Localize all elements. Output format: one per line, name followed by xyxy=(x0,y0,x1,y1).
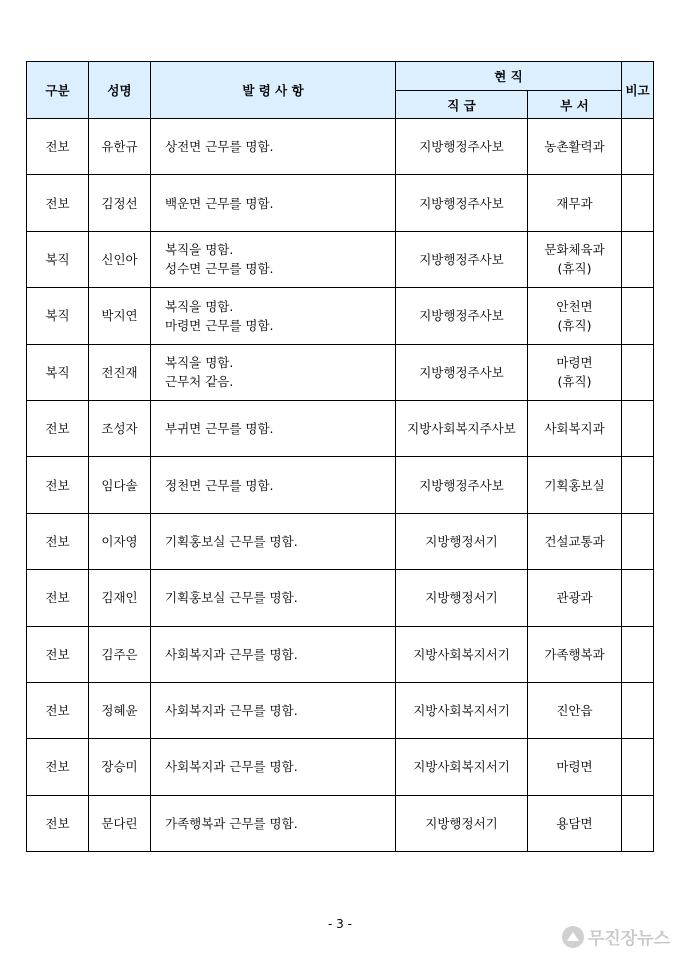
header-name: 성명 xyxy=(89,62,151,119)
order-line: 백운면 근무를 명함. xyxy=(165,195,274,211)
cell-rank: 지방행정주사보 xyxy=(396,175,528,231)
cell-category: 전보 xyxy=(27,739,89,795)
table-row xyxy=(27,739,654,795)
cell-dept xyxy=(528,626,622,682)
dept-line: (휴직) xyxy=(557,317,592,333)
cell-order xyxy=(151,570,396,626)
cell-order xyxy=(151,344,396,400)
dept-line: 건설교통과 xyxy=(544,533,605,549)
mountain-logo-icon xyxy=(562,926,584,948)
cell-rank: 지방행정주사보 xyxy=(396,288,528,344)
table-body xyxy=(27,119,654,852)
cell-name: 문다린 xyxy=(89,795,151,851)
cell-name: 박지연 xyxy=(89,288,151,344)
cell-category: 전보 xyxy=(27,400,89,456)
cell-name: 유한규 xyxy=(89,119,151,175)
dept-line: 가족행복과 xyxy=(544,646,605,662)
table-row xyxy=(27,288,654,344)
table-row xyxy=(27,344,654,400)
cell-category: 전보 xyxy=(27,682,89,738)
order-line: 사회복지과 근무를 명함. xyxy=(165,703,298,719)
header-dept: 부 서 xyxy=(528,91,622,119)
cell-dept xyxy=(528,175,622,231)
cell-note xyxy=(622,795,654,851)
cell-name: 김정선 xyxy=(89,175,151,231)
table-row xyxy=(27,682,654,738)
cell-rank: 지방사회복지주사보 xyxy=(396,400,528,456)
personnel-order-table xyxy=(26,61,654,852)
cell-dept xyxy=(528,739,622,795)
cell-note xyxy=(622,682,654,738)
table-row xyxy=(27,570,654,626)
header-rank: 직 급 xyxy=(396,91,528,119)
cell-order xyxy=(151,795,396,851)
cell-note xyxy=(622,400,654,456)
cell-category: 전보 xyxy=(27,175,89,231)
cell-name: 신인아 xyxy=(89,231,151,287)
dept-line: (휴직) xyxy=(557,374,592,390)
order-line: 성수면 근무를 명함. xyxy=(165,261,274,277)
cell-rank: 지방행정주사보 xyxy=(396,231,528,287)
cell-name: 장승미 xyxy=(89,739,151,795)
cell-name: 이자영 xyxy=(89,513,151,569)
header-note: 비고 xyxy=(622,62,654,119)
dept-line: 마령면 xyxy=(556,759,593,775)
cell-order xyxy=(151,457,396,513)
cell-note xyxy=(622,175,654,231)
cell-rank: 지방사회복지서기 xyxy=(396,682,528,738)
cell-category: 복직 xyxy=(27,344,89,400)
header-order: 발 령 사 항 xyxy=(151,62,396,119)
dept-line: (휴직) xyxy=(557,261,592,277)
cell-dept xyxy=(528,513,622,569)
table-header xyxy=(27,62,654,119)
table-row xyxy=(27,119,654,175)
order-line: 가족행복과 근무를 명함. xyxy=(165,815,298,831)
dept-line: 진안읍 xyxy=(556,703,593,719)
cell-dept xyxy=(528,682,622,738)
cell-note xyxy=(622,344,654,400)
table-row xyxy=(27,400,654,456)
cell-category: 복직 xyxy=(27,288,89,344)
cell-rank: 지방행정서기 xyxy=(396,513,528,569)
cell-name: 조성자 xyxy=(89,400,151,456)
watermark-text: 무진장뉴스 xyxy=(587,929,670,949)
dept-line: 마령면 xyxy=(556,355,593,371)
cell-order xyxy=(151,682,396,738)
table-row xyxy=(27,231,654,287)
cell-name: 임다솔 xyxy=(89,457,151,513)
cell-category: 전보 xyxy=(27,457,89,513)
cell-category: 전보 xyxy=(27,513,89,569)
cell-category: 전보 xyxy=(27,795,89,851)
table-row xyxy=(27,457,654,513)
order-line: 사회복지과 근무를 명함. xyxy=(165,646,298,662)
cell-rank: 지방사회복지서기 xyxy=(396,739,528,795)
cell-order xyxy=(151,288,396,344)
cell-note xyxy=(622,119,654,175)
cell-rank: 지방행정주사보 xyxy=(396,119,528,175)
dept-line: 문화체육과 xyxy=(544,242,605,258)
cell-note xyxy=(622,288,654,344)
cell-order xyxy=(151,626,396,682)
dept-line: 농촌활력과 xyxy=(544,139,605,155)
table-row xyxy=(27,626,654,682)
cell-order xyxy=(151,739,396,795)
order-line: 상전면 근무를 명함. xyxy=(165,139,274,155)
dept-line: 기획홍보실 xyxy=(544,477,605,493)
watermark xyxy=(562,924,670,949)
cell-rank: 지방행정주사보 xyxy=(396,457,528,513)
cell-dept xyxy=(528,795,622,851)
cell-note xyxy=(622,513,654,569)
cell-rank: 지방행정서기 xyxy=(396,795,528,851)
cell-note xyxy=(622,626,654,682)
cell-order xyxy=(151,513,396,569)
order-line: 정천면 근무를 명함. xyxy=(165,477,274,493)
cell-category: 복직 xyxy=(27,231,89,287)
cell-dept xyxy=(528,400,622,456)
cell-rank: 지방행정주사보 xyxy=(396,344,528,400)
cell-note xyxy=(622,457,654,513)
dept-line: 용담면 xyxy=(556,815,593,831)
cell-dept xyxy=(528,119,622,175)
cell-dept xyxy=(528,457,622,513)
cell-category: 전보 xyxy=(27,626,89,682)
cell-dept xyxy=(528,231,622,287)
order-line: 기획홍보실 근무를 명함. xyxy=(165,533,298,549)
cell-dept xyxy=(528,570,622,626)
cell-order xyxy=(151,400,396,456)
order-line: 근무처 같음. xyxy=(165,374,234,390)
dept-line: 안천면 xyxy=(556,298,593,314)
dept-line: 관광과 xyxy=(556,590,593,606)
order-line: 복직을 명함. xyxy=(165,242,234,258)
cell-note xyxy=(622,570,654,626)
cell-order xyxy=(151,119,396,175)
cell-rank: 지방사회복지서기 xyxy=(396,626,528,682)
page-number: - 3 - xyxy=(328,917,352,931)
cell-order xyxy=(151,231,396,287)
header-category: 구분 xyxy=(27,62,89,119)
cell-name: 전진재 xyxy=(89,344,151,400)
table-row xyxy=(27,795,654,851)
cell-name: 김재인 xyxy=(89,570,151,626)
cell-note xyxy=(622,231,654,287)
cell-name: 정혜윤 xyxy=(89,682,151,738)
order-line: 사회복지과 근무를 명함. xyxy=(165,759,298,775)
cell-category: 전보 xyxy=(27,570,89,626)
order-line: 복직을 명함. xyxy=(165,298,234,314)
cell-note xyxy=(622,739,654,795)
order-line: 마령면 근무를 명함. xyxy=(165,317,274,333)
cell-name: 김주은 xyxy=(89,626,151,682)
order-line: 복직을 명함. xyxy=(165,355,234,371)
cell-rank: 지방행정서기 xyxy=(396,570,528,626)
dept-line: 사회복지과 xyxy=(544,421,605,437)
dept-line: 재무과 xyxy=(556,195,593,211)
cell-order xyxy=(151,175,396,231)
table-row xyxy=(27,513,654,569)
header-current-position: 현 직 xyxy=(396,62,622,91)
order-line: 부귀면 근무를 명함. xyxy=(165,421,274,437)
table-row xyxy=(27,175,654,231)
cell-dept xyxy=(528,344,622,400)
cell-category: 전보 xyxy=(27,119,89,175)
cell-dept xyxy=(528,288,622,344)
order-line: 기획홍보실 근무를 명함. xyxy=(165,590,298,606)
